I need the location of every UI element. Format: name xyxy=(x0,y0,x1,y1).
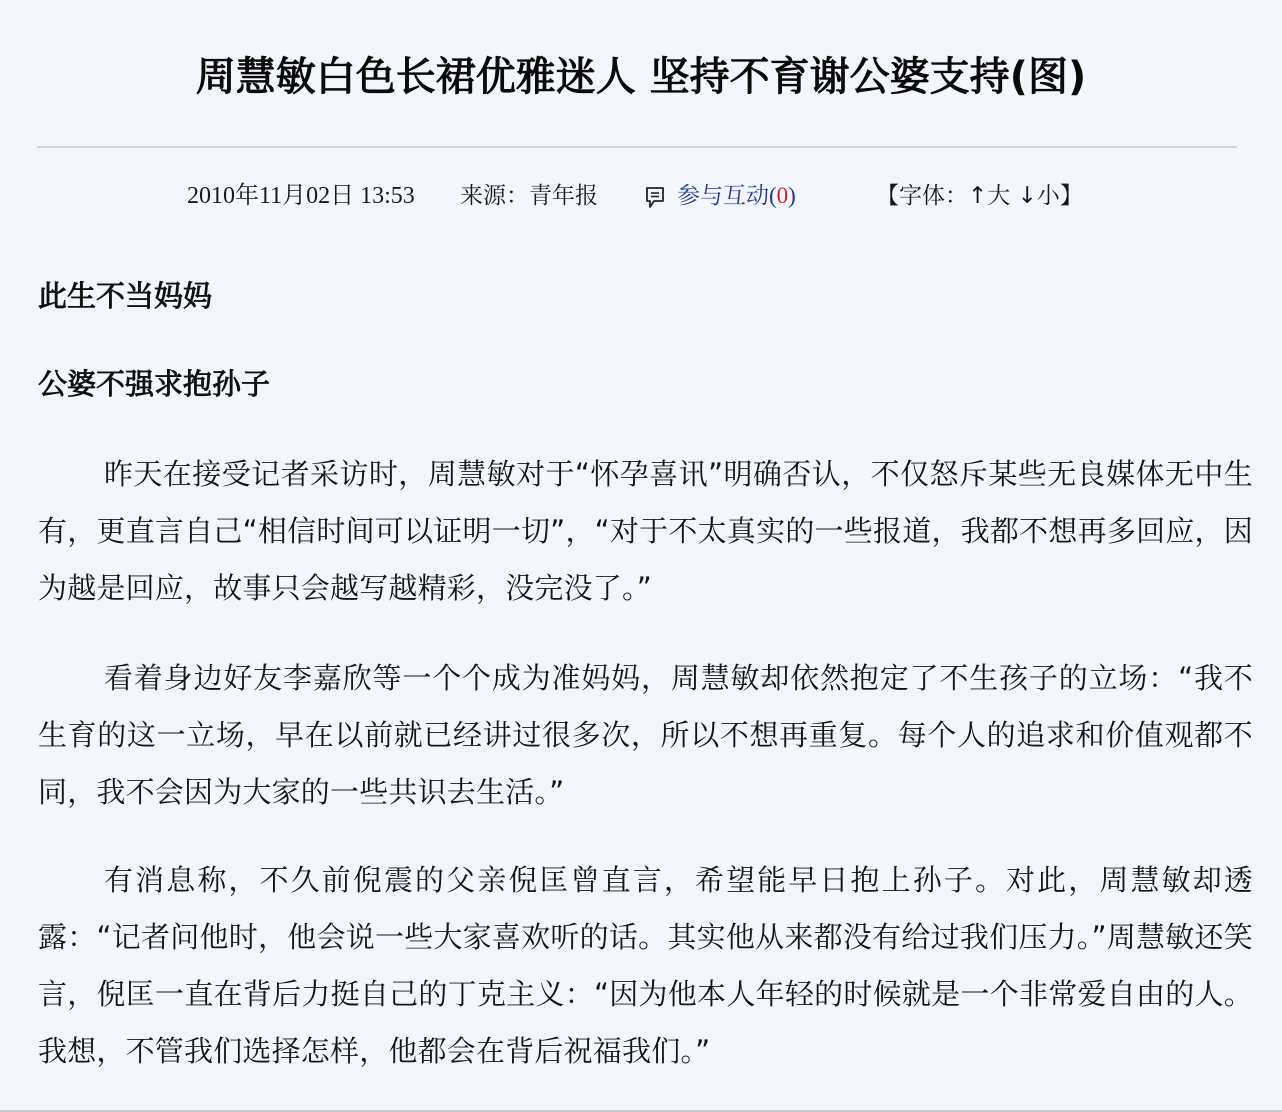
subheading: 公婆不强求抱孙子 xyxy=(38,367,271,401)
comment-link-group[interactable] xyxy=(645,178,796,214)
publish-date: 2010年11月02日 13:53 xyxy=(187,183,415,209)
title-divider xyxy=(37,146,1237,148)
source xyxy=(460,178,598,214)
font-control-label: 【字体： xyxy=(876,183,968,209)
paragraph: 昨天在接受记者采访时，周慧敏对于“怀孕喜讯”明确否认，不仅怒斥某些无良媒体无中生有，更直言自己“相信时间可以证明一切”，“对于不太真实的一些报道，我都不想再多回应，因为越是回应，故事只会越写越精彩，没完没了。” xyxy=(38,457,1253,605)
article-meta xyxy=(0,178,1282,214)
comment-count-close: ) xyxy=(788,183,796,208)
font-larger-button[interactable]: ↑大 xyxy=(968,183,1011,209)
font-control-close: 】 xyxy=(1059,183,1083,209)
subheading: 此生不当妈妈 xyxy=(38,279,213,313)
comment-bubble-icon[interactable] xyxy=(645,185,665,207)
font-smaller-button[interactable]: ↓小 xyxy=(1017,183,1060,209)
paragraph: 有消息称，不久前倪震的父亲倪匡曾直言，希望能早日抱上孙子。对此，周慧敏却透露：“记者问他时，他会说一些大家喜欢听的话。其实他从来都没有给过我们压力。”周慧敏还笑言，倪匡一直在背后力挺自己的丁克主义：“因为他本人年轻的时候就是一个非常爱自由的人。我想，不管我们选择怎样，他都会在背后祝福我们。” xyxy=(38,863,1253,1068)
article-title: 周慧敏白色长裙优雅迷人 坚持不育谢公婆支持(图) xyxy=(195,54,1087,100)
comment-count: 0 xyxy=(776,183,789,208)
font-size-control xyxy=(876,178,1083,214)
comment-count-open: ( xyxy=(769,183,777,208)
source-label: 来源： xyxy=(460,183,529,209)
source-name: 青年报 xyxy=(529,183,598,209)
paragraph: 看着身边好友李嘉欣等一个个成为准妈妈，周慧敏却依然抱定了不生孩子的立场：“我不生育的这一立场，早在以前就已经讲过很多次，所以不想再重复。每个人的追求和价值观都不同，我不会因为大家的一些共识去生活。” xyxy=(38,661,1253,809)
interact-link[interactable]: 参与互动 xyxy=(677,183,769,209)
